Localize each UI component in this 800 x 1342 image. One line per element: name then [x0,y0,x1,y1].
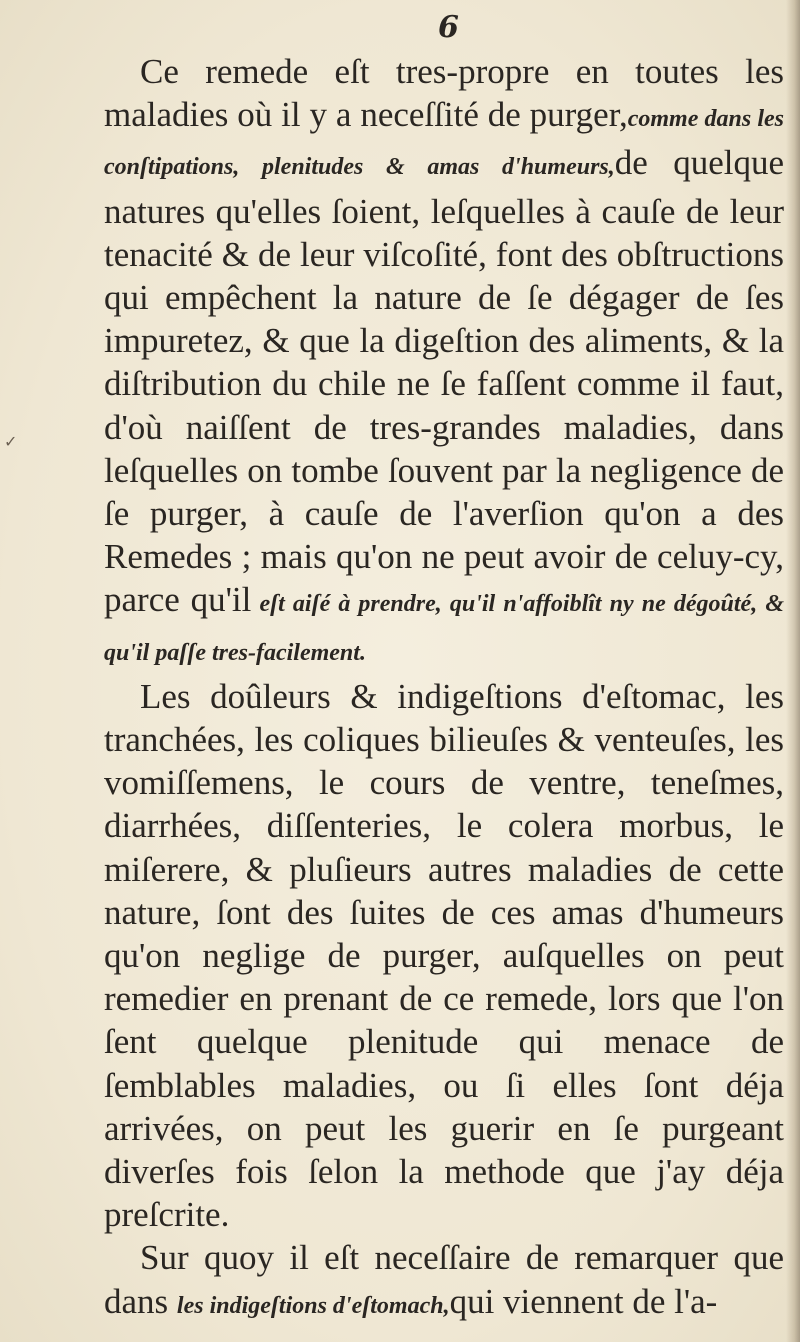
italic-phrase: eſt aiſé à prendre, qu'il n'affoiblît ny ne dégoûté, & qu'il paſſe tres-facilement. [104,591,784,666]
margin-mark: ✓ [4,432,18,451]
page-number: 6 [438,10,459,45]
paragraph-1 [104,50,784,675]
italic-phrase: comme dans les conſtipations, plenitudes & amas d'humeurs, [104,106,784,181]
text-run: Sur quoy il eſt neceſſaire de remarquer que dans [104,1238,784,1321]
text-run: Les doûleurs & indigeſtions d'eſtomac, les tranchées, les coliques bilieuſes & venteuſes, les vomiſſemens, le cours de ventre, teneſmes, diarrhées, diſſenteries, le colera morbus, le miſerere, & pluſieurs autres maladies de cette nature, ſont des ſuites de ces amas d'humeurs qu'on neglige de purger, auſquelles on peut remedier en prenant de ce remede, lors que l'on ſent quelque plenitude qui menace de ſemblables maladies, ou ſi elles ſont déja arrivées, on peut les guerir en ſe purgeant diverſes fois ſelon la methode que j'ay déja preſcrite. [104,676,784,1235]
text-run: Ce remede eſt tres-propre en toutes les maladies où il y a neceſſité de purger, [104,52,784,135]
italic-phrase: les indigeſtions d'eſtomach, [176,1292,450,1319]
paragraph-3 [104,1236,784,1327]
text-run: qui viennent de l'a- [449,1281,718,1321]
body-text [104,50,784,1328]
page-edge-shadow [786,0,800,1342]
text-run: de quelque natures qu'elles ſoient, leſquelles à cauſe de leur tenacité & de leur viſcoſité, font des obſtructions qui empêchent la nature de ſe dégager de ſes impuretez, & que la digeſtion des aliments, & la diſtribution du chile ne ſe faſſent comme il faut, d'où naiſſent de tres-grandes maladies, dans leſquelles on tombe ſouvent par la negligence de ſe purger, à cauſe de l'averſion qu'on a des Remedes ; mais qu'on ne peut avoir de celuy-cy, parce qu'il [104,143,784,620]
paragraph-2 [104,675,784,1237]
